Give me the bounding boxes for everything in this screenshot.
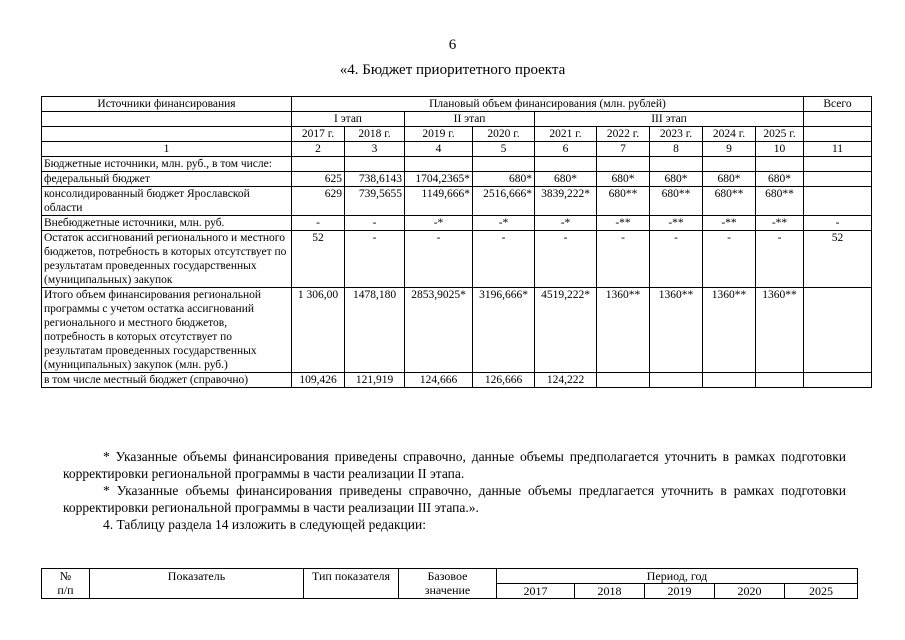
header-blank	[804, 127, 872, 142]
period-year: 2020	[715, 584, 785, 599]
budget-row	[42, 288, 872, 373]
header-stage-3: III этап	[535, 112, 804, 127]
value-cell: 109,426	[292, 373, 345, 388]
footnote-stage-2: * Указанные объемы финансирования приведены справочно, данные объемы предполагается уточнить в рамках подготовки корректировки региональной программы в части реализации II этапа.	[63, 449, 846, 481]
value-cell: -	[405, 231, 473, 288]
value-cell: -	[473, 231, 535, 288]
header-blank	[42, 112, 292, 127]
value-cell: 680**	[756, 187, 804, 216]
value-cell: 1478,180	[345, 288, 405, 373]
col-number: 6	[535, 142, 597, 157]
section-title: «4. Бюджет приоритетного проекта	[339, 62, 566, 78]
budget-row	[42, 373, 872, 388]
col-number: 4	[405, 142, 473, 157]
period-year: 2025	[785, 584, 858, 599]
value-cell	[703, 373, 756, 388]
value-cell: -**	[703, 216, 756, 231]
value-cell	[597, 157, 650, 172]
value-cell	[703, 157, 756, 172]
header-blank	[804, 112, 872, 127]
budget-table	[41, 96, 872, 388]
row-label: федеральный бюджет	[42, 172, 292, 187]
value-cell: 121,919	[345, 373, 405, 388]
value-cell: 124,222	[535, 373, 597, 388]
budget-table-body	[42, 157, 872, 388]
value-cell: -**	[756, 216, 804, 231]
value-cell: 3196,666*	[473, 288, 535, 373]
value-cell: 4519,222*	[535, 288, 597, 373]
year-cell: 2020 г.	[473, 127, 535, 142]
period-year: 2017	[497, 584, 575, 599]
value-cell: 738,6143	[345, 172, 405, 187]
number-sign: №	[59, 569, 72, 583]
header-planned: Плановый объем финансирования (млн. рублей)	[292, 97, 804, 112]
value-cell: -*	[473, 216, 535, 231]
value-cell: 1149,666*	[405, 187, 473, 216]
value-cell: -*	[535, 216, 597, 231]
year-cell: 2021 г.	[535, 127, 597, 142]
footnote-stage-3: * Указанные объемы финансирования приведены справочно, данные объемы предлагается уточнить в рамках подготовки корректировки региональной программы в части реализации III этапа.».	[63, 483, 846, 515]
period-year: 2018	[575, 584, 645, 599]
value-cell: 124,666	[405, 373, 473, 388]
value-cell	[345, 157, 405, 172]
value-cell	[804, 187, 872, 216]
year-cell: 2024 г.	[703, 127, 756, 142]
value-cell	[756, 157, 804, 172]
header-stage-2: II этап	[405, 112, 535, 127]
value-cell: 680**	[703, 187, 756, 216]
value-cell: 126,666	[473, 373, 535, 388]
indicators-header-base	[399, 569, 497, 599]
notes-block	[63, 448, 846, 533]
col-number: 5	[473, 142, 535, 157]
page-number: 6	[448, 37, 457, 53]
indicators-header-number	[42, 569, 90, 599]
value-cell: -	[345, 231, 405, 288]
value-cell: 2516,666*	[473, 187, 535, 216]
col-number: 1	[42, 142, 292, 157]
col-number: 3	[345, 142, 405, 157]
budget-row	[42, 157, 872, 172]
year-cell: 2017 г.	[292, 127, 345, 142]
indicators-table	[41, 568, 858, 599]
value-cell: 1360**	[597, 288, 650, 373]
value-cell: -*	[405, 216, 473, 231]
row-label: Бюджетные источники, млн. руб., в том числе:	[42, 157, 292, 172]
value-cell: -	[804, 216, 872, 231]
budget-row	[42, 172, 872, 187]
value-cell: 1704,2365*	[405, 172, 473, 187]
value-cell	[804, 373, 872, 388]
value-cell	[292, 157, 345, 172]
value-cell: 52	[292, 231, 345, 288]
year-cell: 2019 г.	[405, 127, 473, 142]
header-sources: Источники финансирования	[42, 97, 292, 112]
value-cell: 3839,222*	[535, 187, 597, 216]
col-number: 9	[703, 142, 756, 157]
col-number: 10	[756, 142, 804, 157]
row-label: Внебюджетные источники, млн. руб.	[42, 216, 292, 231]
header-blank	[42, 127, 292, 142]
base-label: Базовое	[427, 569, 468, 583]
value-cell	[756, 373, 804, 388]
value-cell: 1360**	[756, 288, 804, 373]
value-cell: 680*	[597, 172, 650, 187]
value-cell: -	[703, 231, 756, 288]
col-number: 11	[804, 142, 872, 157]
col-number: 8	[650, 142, 703, 157]
indicators-header-period: Период, год	[497, 569, 858, 584]
value-cell: -**	[597, 216, 650, 231]
budget-row	[42, 216, 872, 231]
value-cell: 1360**	[650, 288, 703, 373]
year-cell: 2025 г.	[756, 127, 804, 142]
header-stage-1: I этап	[292, 112, 405, 127]
value-cell: 680*	[535, 172, 597, 187]
value-cell	[804, 172, 872, 187]
col-number: 7	[597, 142, 650, 157]
value-cell: -	[292, 216, 345, 231]
base-sub: значение	[424, 583, 471, 597]
value-cell: 680*	[703, 172, 756, 187]
period-year: 2019	[645, 584, 715, 599]
budget-row	[42, 231, 872, 288]
row-label: Остаток ассигнований регионального и местного бюджетов, потребность в которых отсутствует по результатам проведенных государственных (муниципальных) закупок	[42, 231, 292, 288]
value-cell: 629	[292, 187, 345, 216]
value-cell: 680**	[597, 187, 650, 216]
row-label: Итого объем финансирования региональной программы с учетом остатка ассигнований регионального и местного бюджетов, потребность в которых отсутствует по результатам проведенных государственных (муниципальных) закупок (млн. руб.)	[42, 288, 292, 373]
year-cell: 2018 г.	[345, 127, 405, 142]
row-label: консолидированный бюджет Ярославской области	[42, 187, 292, 216]
value-cell: -	[650, 231, 703, 288]
number-sub: п/п	[57, 583, 74, 597]
value-cell: -	[535, 231, 597, 288]
budget-row	[42, 187, 872, 216]
item-4-instruction: 4. Таблицу раздела 14 изложить в следующей редакции:	[103, 517, 426, 532]
col-number: 2	[292, 142, 345, 157]
year-cell: 2022 г.	[597, 127, 650, 142]
value-cell: -**	[650, 216, 703, 231]
value-cell	[405, 157, 473, 172]
value-cell: 680*	[473, 172, 535, 187]
value-cell	[597, 373, 650, 388]
value-cell: 739,5655	[345, 187, 405, 216]
value-cell	[535, 157, 597, 172]
year-cell: 2023 г.	[650, 127, 703, 142]
value-cell: -	[345, 216, 405, 231]
value-cell: -	[597, 231, 650, 288]
value-cell: 52	[804, 231, 872, 288]
value-cell: 1360**	[703, 288, 756, 373]
value-cell	[473, 157, 535, 172]
value-cell	[804, 157, 872, 172]
value-cell	[804, 288, 872, 373]
value-cell: 1 306,00	[292, 288, 345, 373]
value-cell: 680*	[756, 172, 804, 187]
value-cell: -	[756, 231, 804, 288]
header-total: Всего	[804, 97, 872, 112]
row-label: в том числе местный бюджет (справочно)	[42, 373, 292, 388]
value-cell	[650, 373, 703, 388]
value-cell	[650, 157, 703, 172]
indicators-header-type: Тип показателя	[304, 569, 399, 599]
value-cell: 2853,9025*	[405, 288, 473, 373]
indicators-header-indicator: Показатель	[90, 569, 304, 599]
value-cell: 680*	[650, 172, 703, 187]
value-cell: 625	[292, 172, 345, 187]
value-cell: 680**	[650, 187, 703, 216]
